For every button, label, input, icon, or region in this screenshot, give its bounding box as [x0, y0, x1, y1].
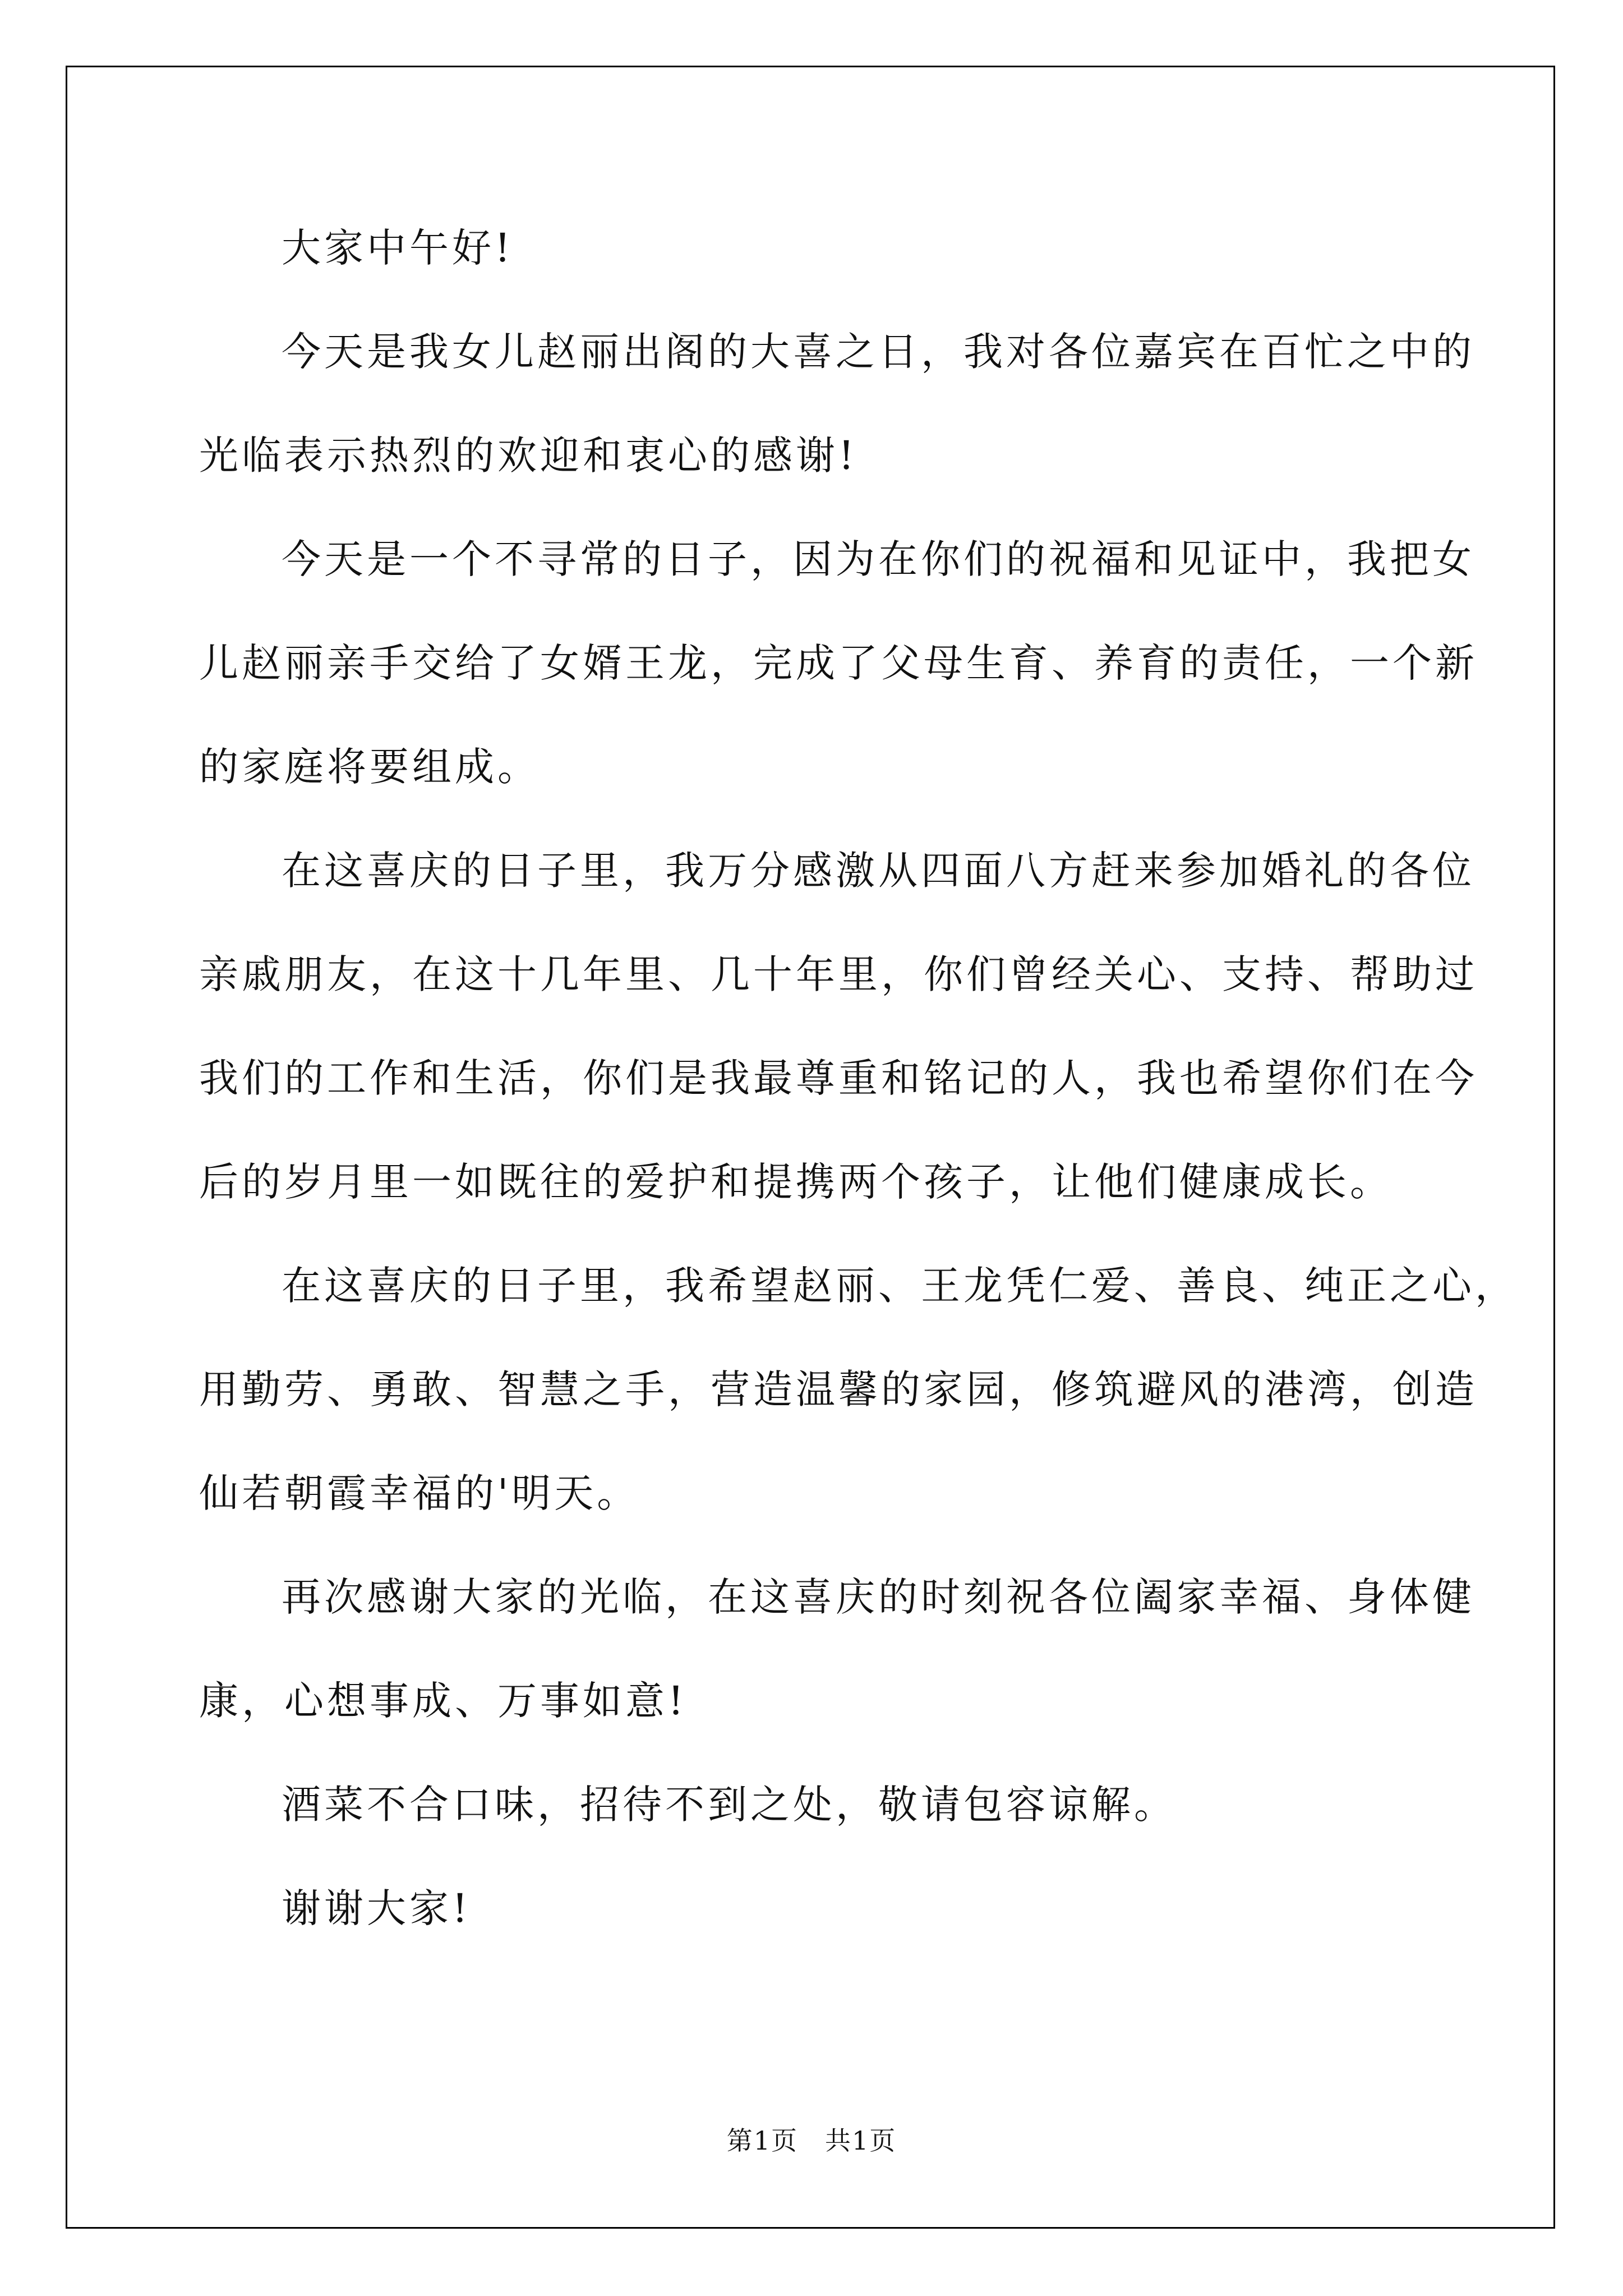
paragraph-2-line-2: 儿赵丽亲手交给了女婿王龙，完成了父母生育、养育的责任，一个新 — [199, 640, 1478, 686]
paragraph-1-line-1: 今天是我女儿赵丽出阁的大喜之日，我对各位嘉宾在百忙之中的 — [282, 329, 1475, 375]
closing-line: 谢谢大家! — [282, 1885, 472, 1931]
paragraph-4-line-1: 在这喜庆的日子里，我希望赵丽、王龙凭仁爱、善良、纯正之心， — [282, 1263, 1518, 1309]
paragraph-3-line-1: 在这喜庆的日子里，我万分感激从四面八方赶来参加婚礼的各位 — [282, 848, 1475, 894]
paragraph-1-line-2: 光临表示热烈的欢迎和衷心的感谢! — [199, 432, 858, 478]
paragraph-5-line-1: 再次感谢大家的光临，在这喜庆的时刻祝各位阖家幸福、身体健 — [282, 1574, 1475, 1620]
page-number-footer: 第1页 共1页 — [726, 2125, 897, 2156]
paragraph-4-line-2: 用勤劳、勇敢、智慧之手，营造温馨的家园，修筑避风的港湾，创造 — [199, 1366, 1478, 1412]
greeting-line: 大家中午好! — [282, 225, 514, 271]
paragraph-5-line-2: 康，心想事成、万事如意! — [199, 1678, 688, 1724]
paragraph-4-line-3: 仙若朝霞幸福的'明天。 — [199, 1470, 640, 1516]
paragraph-3-line-3: 我们的工作和生活，你们是我最尊重和铭记的人，我也希望你们在今 — [199, 1055, 1478, 1101]
paragraph-3-line-2: 亲戚朋友，在这十几年里、几十年里，你们曾经关心、支持、帮助过 — [199, 951, 1478, 997]
paragraph-6-line-1: 酒菜不合口味，招待不到之处，敬请包容谅解。 — [282, 1782, 1177, 1828]
paragraph-2-line-1: 今天是一个不寻常的日子，因为在你们的祝福和见证中，我把女 — [282, 536, 1475, 582]
paragraph-3-line-4: 后的岁月里一如既往的爱护和提携两个孩子，让他们健康成长。 — [199, 1159, 1393, 1205]
paragraph-2-line-3: 的家庭将要组成。 — [199, 744, 540, 790]
